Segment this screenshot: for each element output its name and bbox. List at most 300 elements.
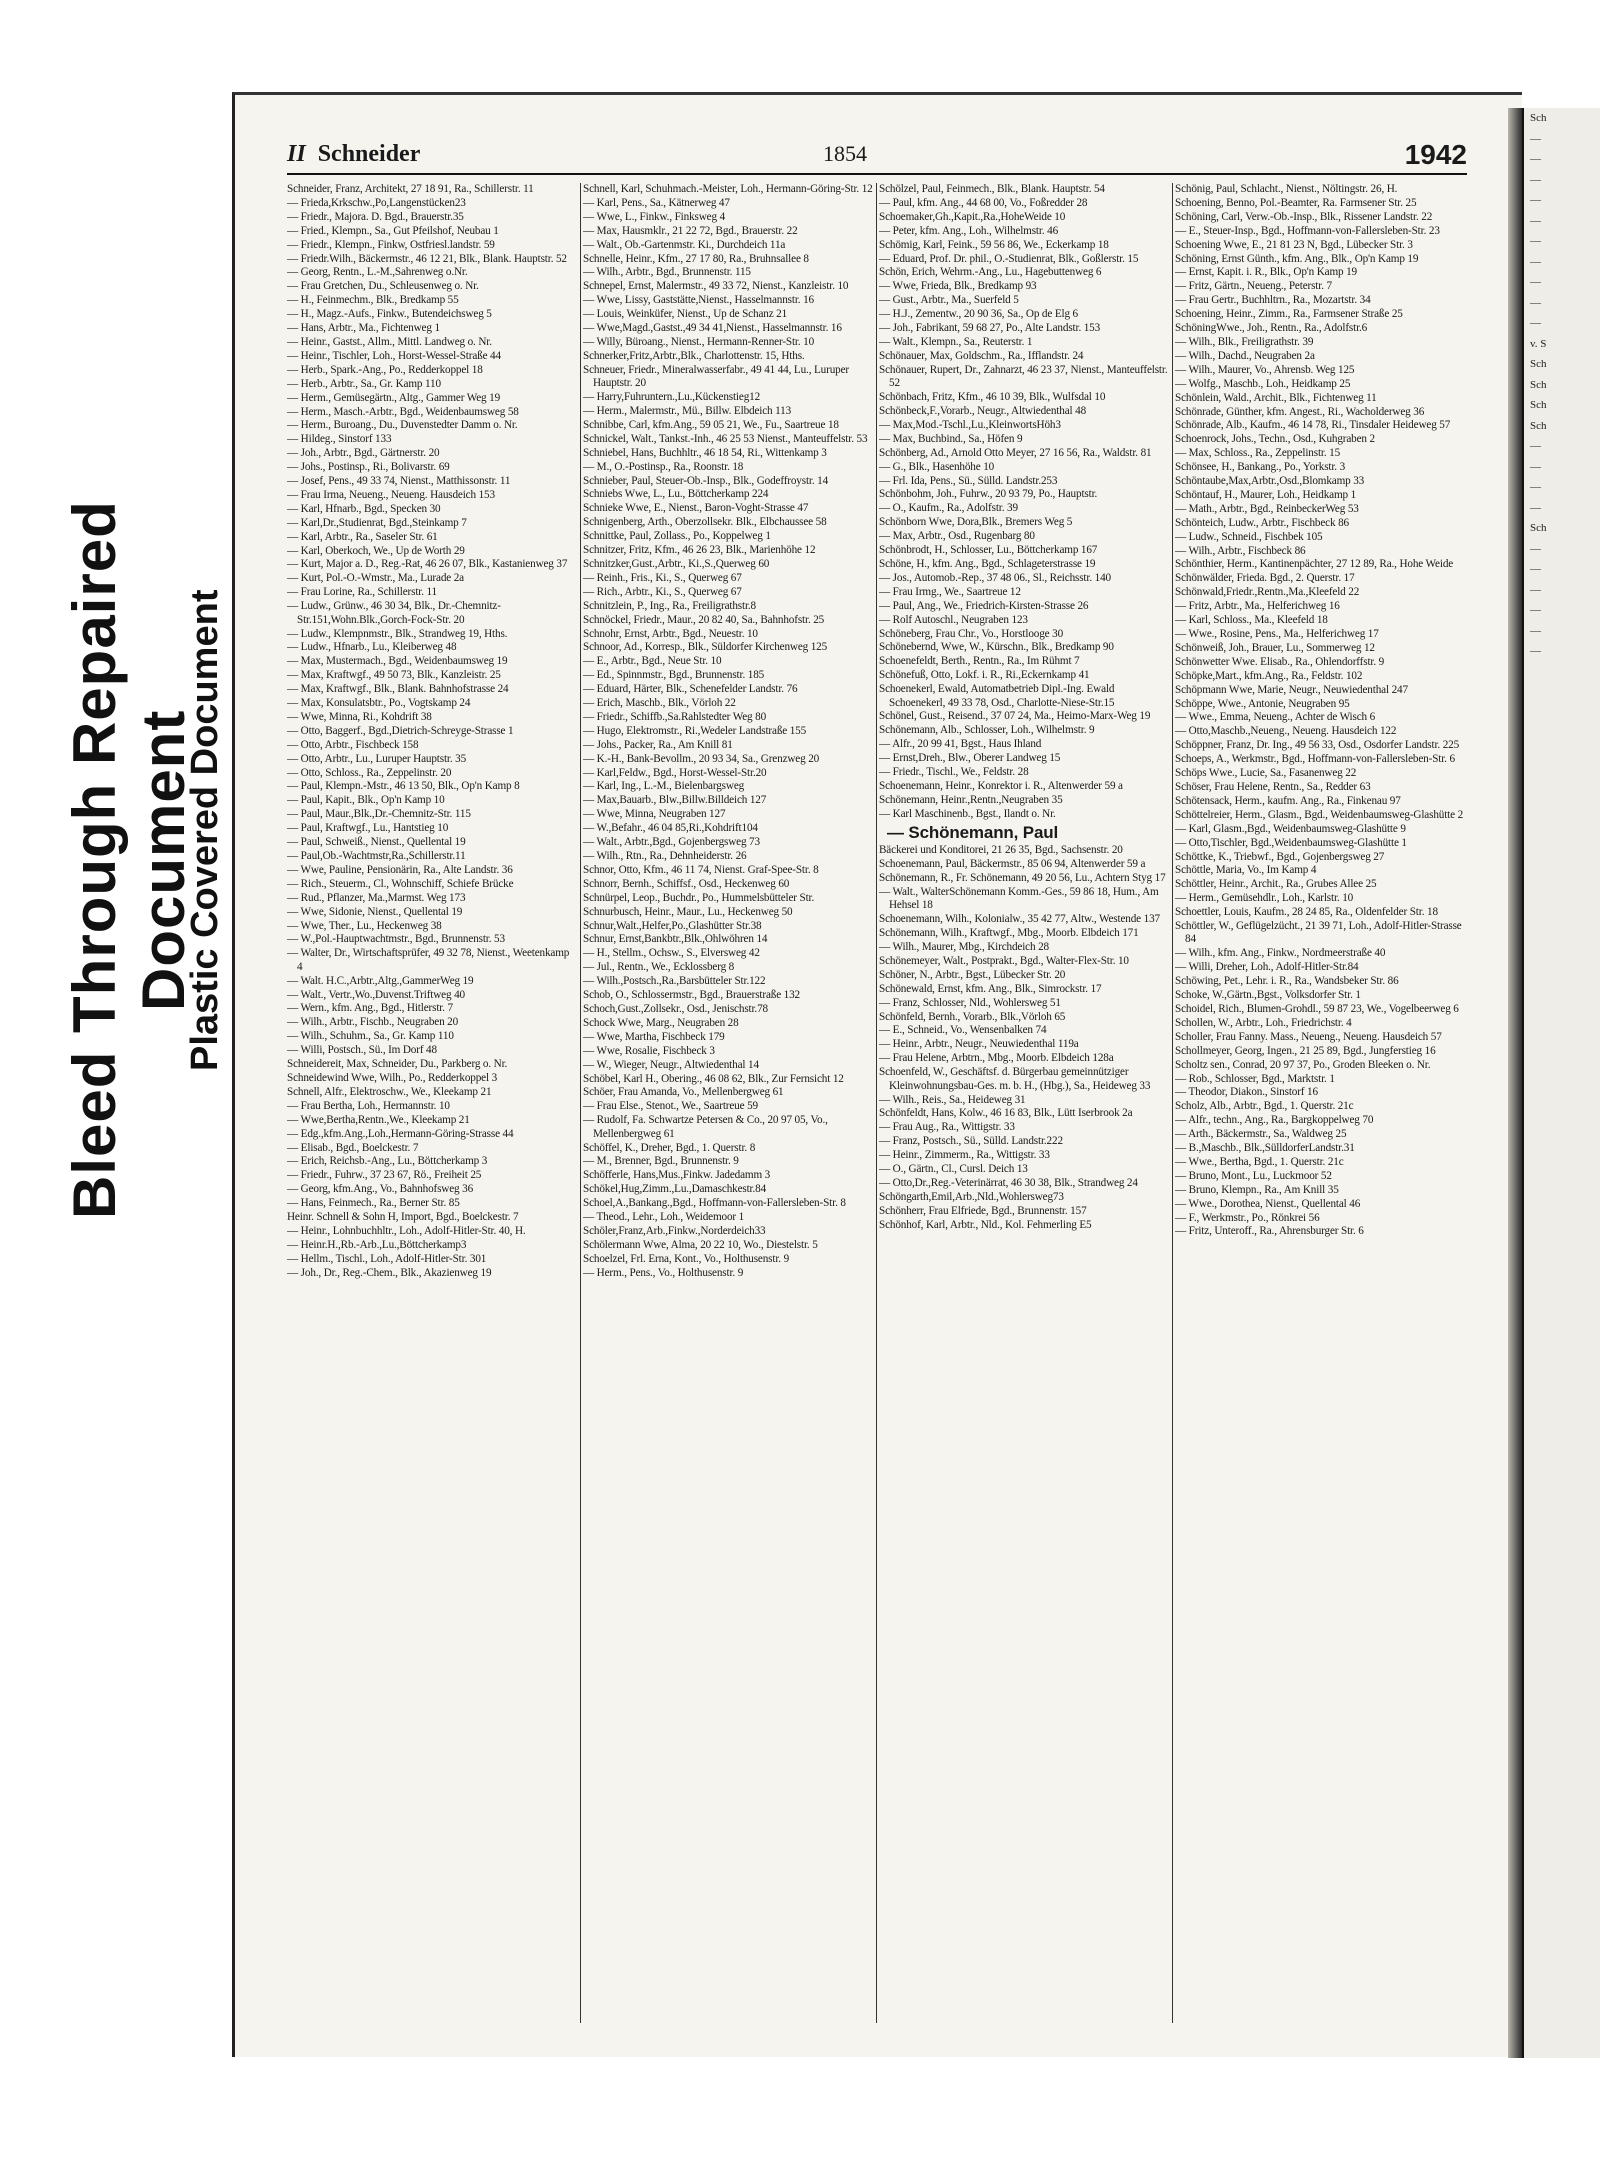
directory-entry: Schönemann, Heinr.,Rentn.,Neugraben 35 xyxy=(879,793,1063,806)
directory-entry: — F., Werkmstr., Po., Rönkrei 56 xyxy=(1175,1211,1320,1224)
directory-entry: Schöttle, Maria, Vo., Im Kamp 4 xyxy=(1175,864,1317,877)
directory-entry: — Otto, Arbtr., Fischbeck 158 xyxy=(287,738,419,751)
directory-entry: — Frau Aug., Ra., Wittigstr. 33 xyxy=(879,1121,1015,1134)
directory-entry: — Wwe, L., Finkw., Finksweg 4 xyxy=(583,210,726,223)
directory-entry: Schöneberg, Frau Chr., Vo., Horstlooge 30 xyxy=(879,627,1064,640)
directory-entry: — Walt., Ob.-Gartenmstr. Ki., Durchdeich 11a xyxy=(583,238,786,251)
directory-entry: Schölermann Wwe, Alma, 20 22 10, Wo., Diestelstr. 5 xyxy=(583,1238,818,1251)
directory-entry: — Franz, Postsch., Sü., Sülld. Landstr.222 xyxy=(879,1135,1063,1148)
directory-entry: — Erich, Reichsb.-Ang., Lu., Böttcherkamp 3 xyxy=(287,1155,488,1168)
adjacent-page-fragment: — xyxy=(1530,645,1541,657)
directory-entry: Schönemeyer, Walt., Postprakt., Bgd., Walter-Flex-Str. 10 xyxy=(879,954,1129,967)
directory-entry: — Walt., Arbtr.,Bgd., Gojenbergsweg 73 xyxy=(583,836,760,849)
directory-entry: Schoke, W.,Gärtn.,Bgst., Volksdorfer Str. 1 xyxy=(1175,989,1361,1002)
directory-entry: — Walt., Vertr.,Wo.,Duvenst.Triftweg 40 xyxy=(287,988,465,1001)
directory-entry: — W., Wieger, Neugr., Altwiedenthal 14 xyxy=(583,1058,759,1071)
directory-entry: Schnieke Wwe, E., Nienst., Baron-Voght-Strasse 47 xyxy=(583,502,809,515)
directory-entry: Schnoor, Ad., Korresp., Blk., Süldorfer Kirchenweg 125 xyxy=(583,641,828,654)
directory-entry: Schnurbusch, Heinr., Maur., Lu., Heckenweg 50 xyxy=(583,905,793,918)
directory-entry: Scholler, Frau Fanny. Mass., Neueng., Neueng. Hausdeich 57 xyxy=(1175,1030,1442,1043)
directory-entry: — Rud., Pflanzer, Ma.,Marmst. Weg 173 xyxy=(287,891,466,904)
directory-entry: — Heinr., Arbtr., Neugr., Neuwiedenthal 119a xyxy=(879,1038,1079,1051)
directory-entry: Schoch,Gust.,Zollsekr., Osd., Jenischstr.78 xyxy=(583,1002,768,1015)
directory-entry: — Louis, Weinküfer, Nienst., Up de Schanz 21 xyxy=(583,308,788,321)
directory-entry: — Ludw., Hfnarb., Lu., Kleiberweg 48 xyxy=(287,641,457,654)
directory-entry: — Frau Gretchen, Du., Schleusenweg o. Nr. xyxy=(287,280,479,293)
directory-entry: — Wwe, Minna, Ri., Kohdrift 38 xyxy=(287,710,432,723)
directory-entry: — Hans, Feinmech., Ra., Berner Str. 85 xyxy=(287,1197,460,1210)
directory-entry: — Wwe., Emma, Neueng., Achter de Wisch 6 xyxy=(1175,711,1376,724)
directory-entry: Schöpmann Wwe, Marie, Neugr., Neuwiedenthal 247 xyxy=(1175,683,1408,696)
directory-entry: — Georg, kfm.Ang., Vo., Bahnhofsweg 36 xyxy=(287,1183,474,1196)
directory-entry: Schönwälder, Frieda. Bgd., 2. Querstr. 17 xyxy=(1175,572,1355,585)
directory-entry: — Willy, Büroang., Nienst., Hermann-Renner-Str. 10 xyxy=(583,335,815,348)
directory-entry: — Karl, Pens., Sa., Kätnerweg 47 xyxy=(583,196,730,209)
directory-entry: Schönlein, Wald., Archit., Blk., Fichtenweg 11 xyxy=(1175,391,1377,404)
adjacent-page-fragment: Sch xyxy=(1530,419,1547,432)
directory-entry: — Friedr., Majora. D. Bgd., Brauerstr.35 xyxy=(287,210,464,223)
directory-entry: — Frau Bertha, Loh., Hermannstr. 10 xyxy=(287,1099,450,1112)
directory-entry: — Frau Irmg., We., Saartreue 12 xyxy=(879,585,1021,598)
directory-entry: Schöwing, Pet., Lehr. i. R., Ra., Wandsbeker Str. 86 xyxy=(1175,975,1399,988)
directory-entry: — Kurt, Pol.-O.-Wmstr., Ma., Lurade 2a xyxy=(287,572,464,585)
directory-entry: — Karl Maschinenb., Bgst., Ilandt o. Nr. xyxy=(879,807,1056,820)
directory-entry: Schoenemann, Paul, Bäckermstr., 85 06 94, Altenwerder 59 a xyxy=(879,858,1146,871)
directory-entry: Schnieber, Paul, Steuer-Ob.-Insp., Blk., Godeffroystr. 14 xyxy=(583,474,829,487)
adjacent-page-fragment: Sch xyxy=(1530,112,1547,124)
directory-entry: — Fritz, Gärtn., Neueng., Peterstr. 7 xyxy=(1175,280,1332,293)
adjacent-page-fragment: — xyxy=(1530,317,1541,329)
directory-entry: — Josef, Pens., 49 33 74, Nienst., Matthissonstr. 11 xyxy=(287,475,511,488)
directory-entry: Schnittke, Paul, Zollass., Po., Koppelweg 1 xyxy=(583,530,771,543)
directory-entry: — Edg.,kfm.Ang.,Loh.,Hermann-Göring-Strasse 44 xyxy=(287,1127,514,1140)
adjacent-page-fragment: — xyxy=(1530,440,1541,452)
adjacent-page-fragment: Sch xyxy=(1530,358,1547,370)
header-title: Schneider xyxy=(317,141,421,167)
directory-entry: — Herm., Gemüsehdlr., Loh., Karlstr. 10 xyxy=(1175,892,1354,905)
directory-entry: Schöning, Ernst Günth., kfm. Ang., Blk., Op'n Kamp 19 xyxy=(1175,252,1419,265)
directory-entry: — Wwe., Dorothea, Nienst., Quellental 46 xyxy=(1175,1197,1361,1210)
directory-entry: — Rob., Schlosser, Bgd., Marktstr. 1 xyxy=(1175,1072,1335,1085)
directory-entry: — Ernst,Dreh., Blw., Oberer Landweg 15 xyxy=(879,752,1061,765)
directory-entry: Schoenemann, Wilh., Kolonialw., 35 42 77, Altw., Westende 137 xyxy=(879,913,1160,926)
page-header xyxy=(287,139,1467,175)
directory-entry: — Joh., Fabrikant, 59 68 27, Po., Alte Landstr. 153 xyxy=(879,322,1101,335)
directory-entry: Schnürpel, Leop., Buchdr., Po., Hummelsbütteler Str. xyxy=(583,891,815,904)
directory-entry: — W.,Pol.-Hauptwachtmstr., Bgd., Brunnenstr. 53 xyxy=(287,933,505,946)
directory-entry: Schnerker,Fritz,Arbtr.,Blk., Charlottenstr. 15, Hths. xyxy=(583,349,805,362)
directory-entry: — Max, Mustermach., Bgd., Weidenbaumsweg 19 xyxy=(287,655,508,668)
directory-entry: — Wilh., Dachd., Neugraben 2a xyxy=(1175,349,1315,362)
directory-entry: Bäckerei und Konditorei, 21 26 35, Bgd., Sachsenstr. 20 xyxy=(879,844,1123,857)
column-2 xyxy=(583,183,873,2023)
directory-entry: Schneidewind Wwe, Wilh., Po., Redderkoppel 3 xyxy=(287,1072,498,1084)
column-1 xyxy=(287,183,577,2023)
directory-entry: Schöne, H., kfm. Ang., Bgd., Schlageterstrasse 19 xyxy=(879,557,1096,570)
directory-entry: Schönherr, Frau Elfriede, Bgd., Brunnenstr. 157 xyxy=(879,1204,1087,1217)
directory-entry: — O., Kaufm., Ra., Adolfstr. 39 xyxy=(879,502,1018,515)
directory-entry: — Otto, Arbtr., Lu., Luruper Hauptstr. 35 xyxy=(287,752,467,765)
directory-entry: Schönfeld, Bernh., Vorarb., Blk.,Vörloh 65 xyxy=(879,1010,1066,1023)
directory-entry: — Hellm., Tischl., Loh., Adolf-Hitler-Str. 301 xyxy=(287,1252,487,1265)
directory-entry: — Paul,Ob.-Wachtmstr,Ra.,Schillerstr.11 xyxy=(287,850,466,862)
directory-entry: — Wwe, Sidonie, Nienst., Quellental 19 xyxy=(287,905,463,918)
directory-entry: — Otto, Baggerf., Bgd.,Dietrich-Schreyge-Strasse 1 xyxy=(287,724,514,737)
directory-entry: Schoenrock, Johs., Techn., Osd., Kuhgraben 2 xyxy=(1175,433,1375,446)
directory-entry: Schöntauf, H., Maurer, Loh., Heidkamp 1 xyxy=(1175,488,1357,501)
directory-entry: Schönfeldt, Hans, Kolw., 46 16 83, Blk., Lütt Iserbrook 2a xyxy=(879,1107,1133,1120)
directory-entry: — Paul, Klempn.-Mstr., 46 13 50, Blk., Op'n Kamp 8 xyxy=(287,780,520,793)
directory-entry: Schönwald,Friedr.,Rentn.,Ma.,Kleefeld 22 xyxy=(1175,586,1360,599)
adjacent-page-fragment: — xyxy=(1530,604,1541,616)
directory-entry: Schökel,Hug,Zimm.,Lu.,Damaschkestr.84 xyxy=(583,1183,767,1196)
directory-entry: — H., Stellm., Ochsw., S., Elversweg 42 xyxy=(583,947,760,960)
directory-entry: Schoening Wwe, E., 21 81 23 N, Bgd., Lübecker Str. 3 xyxy=(1175,238,1413,251)
directory-entry: Schoel,A.,Bankang.,Bgd., Hoffmann-von-Fallersleben-Str. 8 xyxy=(583,1197,846,1210)
directory-entry: Schönborn Wwe, Dora,Blk., Bremers Weg 5 xyxy=(879,516,1073,529)
directory-entry: Schönel, Gust., Reisend., 37 07 24, Ma., Heimo-Marx-Weg 19 xyxy=(879,710,1151,723)
directory-entry: Schoelzel, Frl. Erna, Kont., Vo., Holthusenstr. 9 xyxy=(583,1252,790,1265)
directory-entry: — Paul, kfm. Ang., 44 68 00, Vo., Foßredder 28 xyxy=(879,196,1088,209)
directory-entry: Schöttler, Heinr., Archit., Ra., Grubes Allee 25 xyxy=(1175,878,1377,891)
directory-entry: Schölzel, Paul, Feinmech., Blk., Blank. Hauptstr. 54 xyxy=(879,183,1105,195)
directory-entry: Scholtz sen., Conrad, 20 97 37, Po., Groden Bleeken o. Nr. xyxy=(1175,1058,1431,1071)
directory-entry: — Elisab., Bgd., Boelckestr. 7 xyxy=(287,1141,419,1154)
directory-entry: — Theod., Lehr., Loh., Weidemoor 1 xyxy=(583,1211,745,1224)
directory-entry: Schoenekerl, Ewald, Automatbetrieb Dipl.-Ing. Ewald Schoenekerl, 49 33 78, Osd., Charlotte-Niese-Str.15 xyxy=(879,683,1115,709)
adjacent-page-fragment: — xyxy=(1530,235,1541,247)
directory-entry: Schöning, Carl, Verw.-Ob.-Insp., Blk., Rissener Landstr. 22 xyxy=(1175,210,1433,223)
directory-entry: — Ludw., Grünw., 46 30 34, Blk., Dr.-Chemnitz-Str.151,Wohn.Blk.,Gorch-Fock-Str. 20 xyxy=(287,600,501,626)
directory-entry: — Wwe, Minna, Neugraben 127 xyxy=(583,808,726,821)
adjacent-page-fragment: Sch xyxy=(1530,378,1547,391)
directory-entry: — Wilh.,Postsch.,Ra.,Barsbütteler Str.122 xyxy=(583,975,766,988)
directory-entry: — Gust., Arbtr., Ma., Suerfeld 5 xyxy=(879,294,1019,307)
directory-entry: — Frau Else., Stenot., We., Saartreue 59 xyxy=(583,1100,758,1113)
directory-entry: — Eduard, Prof. Dr. phil., O.-Studienrat, Blk., Goßlerstr. 15 xyxy=(879,252,1139,265)
directory-entry: — Max, Konsulatsbtr., Po., Vogtskamp 24 xyxy=(287,697,471,710)
directory-entry: — Otto,Maschb.,Neueng., Neueng. Hausdeich 122 xyxy=(1175,725,1397,738)
directory-entry: Schöttelreier, Herm., Glasm., Bgd., Weidenbaumsweg-Glashütte 2 xyxy=(1175,808,1464,821)
directory-entry: — Otto,Dr.,Reg.-Veterinärrat, 46 30 38, Blk., Strandweg 24 xyxy=(879,1176,1138,1189)
directory-entry: — Frau Lorine, Ra., Schillerstr. 11 xyxy=(287,586,438,599)
directory-entry: Schönemann, Alb., Schlosser, Loh., Wilhelmstr. 9 xyxy=(879,724,1095,737)
directory-entry: Schnur, Ernst,Bankbtr.,Blk.,Ohlwöhren 14 xyxy=(583,933,768,946)
directory-entry: — Jos., Automob.-Rep., 37 48 06., Sl., Reichsstr. 140 xyxy=(879,571,1111,584)
directory-entry: — Max, Schloss., Ra., Zeppelinstr. 15 xyxy=(1175,447,1341,460)
directory-entry: Schnigenberg, Arth., Oberzollsekr. Blk., Elbchaussee 58 xyxy=(583,516,827,529)
directory-entry: — Walt., WalterSchönemann Komm.-Ges., 59 86 18, Hum., Am Hehsel 18 xyxy=(879,885,1159,912)
directory-entry: Schönefuß, Otto, Lokf. i. R., Ri.,Eckernkamp 41 xyxy=(879,669,1090,682)
adjacent-page-fragment: — xyxy=(1530,194,1541,206)
directory-entry: — Jul., Rentn., We., Ecklossberg 8 xyxy=(583,961,735,974)
directory-entry: — Alfr., 20 99 41, Bgst., Haus Ihland xyxy=(879,738,1042,751)
directory-entry: — Wilh., Schuhm., Sa., Gr. Kamp 110 xyxy=(287,1030,454,1043)
directory-entry: — Wilh., Arbtr., Fischb., Neugraben 20 xyxy=(287,1016,459,1029)
directory-entry: — Herb., Arbtr., Sa., Gr. Kamp 110 xyxy=(287,377,441,390)
directory-entry: — Rolf Autoschl., Neugraben 123 xyxy=(879,613,1028,626)
directory-columns xyxy=(287,183,1467,2023)
directory-entry: — Theodor, Diakon., Sinstorf 16 xyxy=(1175,1086,1318,1099)
directory-entry: — Willi, Dreher, Loh., Adolf-Hitler-Str.84 xyxy=(1175,961,1359,974)
directory-entry: — Wilh., Blk., Freiligrathstr. 39 xyxy=(1175,335,1314,348)
directory-entry: — H.J., Zementw., 20 90 36, Sa., Op de Elg 6 xyxy=(879,308,1078,321)
directory-entry: — Paul, Kapit., Blk., Op'n Kamp 10 xyxy=(287,794,445,807)
directory-entry: — Karl, Ing., L.-M., Bielenbargsweg xyxy=(583,780,745,793)
directory-entry: Schönbeck,F.,Vorarb., Neugr., Altwiedenthal 48 xyxy=(879,405,1087,417)
directory-entry: Schönbohm, Joh., Fuhrw., 20 93 79, Po., Hauptstr. xyxy=(879,488,1098,501)
stamp-bleed-through-label: Bleed Through Repaired Document xyxy=(61,500,197,1220)
adjacent-page-fragment: — xyxy=(1530,153,1541,165)
adjacent-page-fragment: — xyxy=(1530,255,1541,268)
directory-entry: — Wilh., kfm. Ang., Finkw., Nordmeerstraße 40 xyxy=(1175,947,1386,960)
directory-entry: — Wolfg., Maschb., Loh., Heidkamp 25 xyxy=(1175,377,1351,390)
directory-entry: — G., Blk., Hasenhöhe 10 xyxy=(879,460,995,473)
directory-entry: Schollen, W., Arbtr., Loh., Friedrichstr. 4 xyxy=(1175,1016,1352,1029)
directory-entry: Schnickel, Walt., Tankst.-Inh., 46 25 53 Nienst., Manteuffelstr. 53 xyxy=(583,432,868,445)
directory-entry: — Heinr., Zimmerm., Ra., Wittigstr. 33 xyxy=(879,1149,1050,1162)
adjacent-page-fragment: — xyxy=(1530,173,1541,186)
directory-entry: — Rudolf, Fa. Schwartze Petersen & Co., 20 97 05, Vo., Mellenbergweg 61 xyxy=(583,1114,828,1140)
directory-entry: Schönbrodt, H., Schlosser, Lu., Böttcherkamp 167 xyxy=(879,544,1098,557)
directory-entry: — Fritz, Arbtr., Ma., Helferichweg 16 xyxy=(1175,600,1340,613)
directory-entry: Schnitzlein, P., Ing., Ra., Freiligrathstr.8 xyxy=(583,599,757,612)
directory-entry: — Walter, Dr., Wirtschaftsprüfer, 49 32 78, Nienst., Weetenkamp 4 xyxy=(287,947,570,973)
directory-entry: — B.,Maschb., Blk.,SülldorferLandstr.31 xyxy=(1175,1142,1355,1155)
directory-entry: — Herb., Spark.-Ang., Po., Redderkoppel 18 xyxy=(287,363,483,376)
directory-entry: — Heinr.H.,Rb.-Arb.,Lu.,Böttcherkamp3 xyxy=(287,1238,467,1251)
adjacent-page-fragment: v. S xyxy=(1530,337,1547,350)
directory-entry: Schömig, Karl, Feink., 59 56 86, We., Eckerkamp 18 xyxy=(879,238,1109,251)
directory-entry: — Paul, Ang., We., Friedrich-Kirsten-Strasse 26 xyxy=(879,599,1089,612)
directory-entry: SchöningWwe., Joh., Rentn., Ra., Adolfstr.6 xyxy=(1175,322,1368,335)
directory-entry: — Max, Arbtr., Osd., Rugenbarg 80 xyxy=(879,530,1035,543)
adjacent-page-fragment: — xyxy=(1530,624,1541,637)
directory-entry: — Heinr., Gastst., Allm., Mittl. Landweg o. Nr. xyxy=(287,335,492,348)
directory-page xyxy=(232,92,1522,2057)
directory-entry: — Wwe, Lissy, Gaststätte,Nienst., Hasselmannstr. 16 xyxy=(583,294,814,307)
directory-entry: — Ludw., Schneid., Fischbek 105 xyxy=(1175,530,1323,543)
directory-entry: — Hugo, Elektromstr., Ri.,Wedeler Landstraße 155 xyxy=(583,724,807,737)
adjacent-page-fragment: — xyxy=(1530,481,1541,493)
directory-entry: Schönauer, Max, Goldschm., Ra., Ifflandstr. 24 xyxy=(879,349,1084,362)
directory-entry: — E., Arbtr., Bgd., Neue Str. 10 xyxy=(583,655,722,668)
directory-entry: Schöntaube,Max,Arbtr.,Osd.,Blomkamp 33 xyxy=(1175,475,1365,488)
directory-entry: Schnitzer, Fritz, Kfm., 46 26 23, Blk., Marienhöhe 12 xyxy=(583,544,816,557)
directory-entry: — Paul, Schweiß., Nienst., Quellental 19 xyxy=(287,836,466,849)
directory-entry: Schneider, Franz, Architekt, 27 18 91, Ra., Schillerstr. 11 xyxy=(287,183,534,195)
directory-entry: — Wilh., Arbtr., Fischbeck 86 xyxy=(1175,544,1306,557)
directory-entry: — Wwe, Rosalie, Fischbeck 3 xyxy=(583,1044,715,1057)
directory-entry: Schöner, N., Arbtr., Bgst., Lübecker Str. 20 xyxy=(879,968,1066,981)
adjacent-page-fragment: — xyxy=(1530,583,1541,596)
directory-entry: Schönhof, Karl, Arbtr., Nld., Kol. Fehmerling E5 xyxy=(879,1218,1092,1231)
directory-entry: — Paul, Maur.,Blk.,Dr.-Chemnitz-Str. 115 xyxy=(287,808,471,821)
directory-entry: — Max,Bauarb., Blw.,Billw.Billdeich 127 xyxy=(583,794,767,807)
directory-entry: — Wwe., Bertha, Bgd., 1. Querstr. 21c xyxy=(1175,1155,1344,1168)
directory-entry: — Reinh., Fris., Ki., S., Querweg 67 xyxy=(583,571,742,584)
directory-entry: — Herm., Malermstr., Mü., Billw. Elbdeich 113 xyxy=(583,405,792,417)
directory-entry: Heinr. Schnell & Sohn H, Import, Bgd., Boelckestr. 7 xyxy=(287,1211,519,1224)
adjacent-page-fragment: — xyxy=(1530,542,1541,555)
directory-entry: Schnitzker,Gust.,Arbtr., Ki.,S.,Querweg 60 xyxy=(583,557,770,570)
adjacent-page-fragment: — xyxy=(1530,563,1541,575)
directory-entry: — Wwe, Ther., Lu., Heckenweg 38 xyxy=(287,919,442,932)
directory-entry: — Frl. Ida, Pens., Sü., Sülld. Landstr.253 xyxy=(879,474,1058,487)
directory-entry: — Wilh., Reis., Sa., Heideweg 31 xyxy=(879,1093,1026,1106)
directory-entry: Schneidereit, Max, Schneider, Du., Parkberg o. Nr. xyxy=(287,1058,508,1071)
adjacent-page-fragment: — xyxy=(1530,132,1541,145)
column-3 xyxy=(879,183,1169,2023)
directory-entry: — Friedr., Schiffb.,Sa.Rahlstedter Weg 80 xyxy=(583,710,767,723)
directory-entry: — Ludw., Klempnmstr., Blk., Strandweg 19, Hths. xyxy=(287,627,508,640)
directory-entry: Schönemann, Wilh., Kraftwgf., Mbg., Moorb. Elbdeich 171 xyxy=(879,927,1139,940)
directory-entry: — W.,Befahr., 46 04 85,Ri.,Kohdrift104 xyxy=(583,822,758,835)
directory-entry: — Heinr., Tischler, Loh., Horst-Wessel-Straße 44 xyxy=(287,349,501,362)
directory-entry: Schötensack, Herm., kaufm. Ang., Ra., Finkenau 97 xyxy=(1175,794,1401,807)
directory-entry: — Karl, Glasm.,Bgd., Weidenbaumsweg-Glashütte 9 xyxy=(1175,822,1406,835)
directory-entry: Schöffel, K., Dreher, Bgd., 1. Querstr. 8 xyxy=(583,1141,756,1154)
directory-entry: — Wwe, Martha, Fischbeck 179 xyxy=(583,1030,725,1043)
directory-entry: Schneuer, Friedr., Mineralwasserfabr., 49 41 44, Lu., Luruper Hauptstr. 20 xyxy=(583,363,849,390)
directory-entry: Schöpke,Mart., kfm.Ang., Ra., Feldstr. 102 xyxy=(1175,669,1363,682)
directory-entry: — Bruno, Klempn., Ra., Am Knill 35 xyxy=(1175,1183,1339,1196)
directory-entry: Schöttke, K., Triebwf., Bgd., Gojenbergsweg 27 xyxy=(1175,850,1385,863)
adjacent-page-fragment: — xyxy=(1530,214,1541,227)
directory-entry: — Herm., Buroang., Du., Duvenstedter Damm o. Nr. xyxy=(287,419,518,432)
directory-entry: — Wwe, Pauline, Pensionärin, Ra., Alte Landstr. 36 xyxy=(287,863,513,876)
directory-entry: — Harry,Fuhruntern.,Lu.,Kückenstieg12 xyxy=(583,391,761,404)
directory-entry: — E., Schneid., Vo., Wensenbalken 74 xyxy=(879,1024,1047,1037)
directory-entry: — Ernst, Kapit. i. R., Blk., Op'n Kamp 19 xyxy=(1175,266,1358,279)
directory-entry: Schöler,Franz,Arb.,Finkw.,Norderdeich33 xyxy=(583,1224,766,1237)
directory-entry: Schöppner, Franz, Dr. Ing., 49 56 33, Osd., Osdorfer Landstr. 225 xyxy=(1175,739,1460,752)
directory-entry: Schoeps, A., Werkmstr., Bgd., Hoffmann-von-Fallersleben-Str. 6 xyxy=(1175,753,1455,766)
directory-entry: — Erich, Maschb., Blk., Vörloh 22 xyxy=(583,697,736,710)
directory-entry: — Peter, kfm. Ang., Loh., Wilhelmstr. 46 xyxy=(879,224,1059,237)
directory-entry: Schoettler, Louis, Kaufm., 28 24 85, Ra., Oldenfelder Str. 18 xyxy=(1175,906,1438,919)
directory-entry: Schniebel, Hans, Buchhltr., 46 18 54, Ri., Wittenkamp 3 xyxy=(583,446,827,459)
directory-entry: — Heinr., Lohnbuchhltr., Loh., Adolf-Hitler-Str. 40, H. xyxy=(287,1224,526,1237)
directory-entry: Schöps Wwe., Lucie, Sa., Fasanenweg 22 xyxy=(1175,767,1357,780)
directory-entry: Schönbach, Fritz, Kfm., 46 10 39, Blk., Wulfsdal 10 xyxy=(879,391,1106,404)
directory-entry: — Karl,Feldw., Bgd., Horst-Wessel-Str.20 xyxy=(583,766,767,779)
header-roman-numeral: II xyxy=(287,141,306,167)
directory-entry: — Wwe,Bertha,Rentn.,We., Kleekamp 21 xyxy=(287,1113,470,1126)
directory-entry: — Wilh., Rtn., Ra., Dehnheiderstr. 26 xyxy=(583,850,747,862)
directory-entry: Schönthier, Herm., Kantinenpächter, 27 12 89, Ra., Hohe Weide xyxy=(1175,558,1454,571)
header-surname xyxy=(287,141,420,168)
directory-entry: — Walt. H.C.,Arbtr.,Altg.,GammerWeg 19 xyxy=(287,974,474,987)
directory-entry: Schönteich, Ludw., Arbtr., Fischbeck 86 xyxy=(1175,516,1349,529)
column-divider xyxy=(580,183,581,2023)
directory-entry: — Franz, Schlosser, Nld., Wohlersweg 51 xyxy=(879,996,1061,1009)
directory-entry: — Frau Irma, Neueng., Neueng. Hausdeich 153 xyxy=(287,488,495,501)
directory-entry: Schniebs Wwe, L., Lu., Böttcherkamp 224 xyxy=(583,488,769,501)
directory-entry: — Herm., Pens., Vo., Holthusenstr. 9 xyxy=(583,1266,744,1279)
directory-entry: — Max, Kraftwgf., 49 50 73, Blk., Kanzleistr. 25 xyxy=(287,669,501,682)
directory-entry: — Karl, Oberkoch, We., Up de Worth 29 xyxy=(287,544,465,557)
directory-entry: — Walt., Klempn., Sa., Reuterstr. 1 xyxy=(879,335,1033,348)
directory-entry: — Otto,Tischler, Bgd.,Weidenbaumsweg-Glashütte 1 xyxy=(1175,836,1407,849)
directory-entry: — Georg, Rentn., L.-M.,Sahrenweg o.Nr. xyxy=(287,266,468,279)
directory-entry: — E., Steuer-Insp., Bgd., Hoffmann-von-Fallersleben-Str. 23 xyxy=(1175,224,1440,237)
column-divider xyxy=(1172,183,1173,2023)
directory-entry: Schönberg, Ad., Arnold Otto Meyer, 27 16 56, Ra., Waldstr. 81 xyxy=(879,446,1152,459)
adjacent-page-fragment: — xyxy=(1530,296,1541,309)
directory-entry: — Arth., Bäckermstr., Sa., Waldweg 25 xyxy=(1175,1128,1347,1141)
directory-entry: — Wwe, Frieda, Blk., Bredkamp 93 xyxy=(879,280,1037,293)
directory-entry: Schönwetter Wwe. Elisab., Ra., Ohlendorffstr. 9 xyxy=(1175,655,1385,668)
adjacent-page-fragment: — xyxy=(1530,460,1541,473)
directory-entry: — M., O.-Postinsp., Ra., Roonstr. 18 xyxy=(583,460,744,473)
directory-entry: Schoenefeldt, Berth., Rentn., Ra., Im Rühmt 7 xyxy=(879,655,1080,668)
directory-entry: Schönauer, Rupert, Dr., Zahnarzt, 46 23 37, Nienst., Manteuffelstr. 52 xyxy=(879,363,1168,390)
directory-entry: — Fritz, Unteroff., Ra., Ahrensburger Str. 6 xyxy=(1175,1225,1364,1238)
adjacent-page-fragment: Sch xyxy=(1530,399,1547,411)
directory-entry: — Frau Gertr., Buchhltrn., Ra., Mozartstr. 34 xyxy=(1175,294,1371,307)
directory-entry: — Herm., Masch.-Arbtr., Bgd., Weidenbaumsweg 58 xyxy=(287,405,519,418)
directory-entry: Schnibbe, Carl, kfm.Ang., 59 05 21, We., Fu., Saartreue 18 xyxy=(583,418,839,431)
directory-entry: — Karl,Dr.,Studienrat, Bgd.,Steinkamp 7 xyxy=(287,516,467,529)
adjacent-page-fragment: Sch xyxy=(1530,522,1547,534)
directory-entry: — O., Gärtn., Cl., Cursl. Deich 13 xyxy=(879,1163,1028,1176)
directory-entry: Schoidel, Rich., Blumen-Grohdl., 59 87 23, We., Vogelbeerweg 6 xyxy=(1175,1002,1459,1015)
directory-entry: Schnohr, Ernst, Arbtr., Bgd., Neuestr. 10 xyxy=(583,627,758,640)
directory-entry: Schnorr, Bernh., Schiffsf., Osd., Heckenweg 60 xyxy=(583,877,790,890)
directory-entry: — Karl, Arbtr., Ra., Saseler Str. 61 xyxy=(287,530,438,543)
directory-entry: — K.-H., Bank-Bevollm., 20 93 34, Sa., Grenzweg 20 xyxy=(583,752,820,765)
header-year: 1854 xyxy=(823,141,867,166)
directory-entry: — Friedr., Klempn., Finkw, Ostfriesl.landstr. 59 xyxy=(287,238,495,251)
directory-entry: Schoenfeld, W., Geschäftsf. d. Bürgerbau gemeinnütziger Kleinwohnungsbau-Ges. m. b. H., (Hbg.), Sa., Heideweg 33 xyxy=(879,1066,1151,1092)
directory-entry: Schöbel, Karl H., Obering., 46 08 62, Blk., Zur Fernsicht 12 xyxy=(583,1072,844,1085)
directory-entry: Scholz, Alb., Arbtr., Bgd., 1. Querstr. 21c xyxy=(1175,1100,1354,1113)
directory-entry: — Friedr., Fuhrw., 37 23 67, Rö., Freiheit 25 xyxy=(287,1169,482,1182)
directory-entry: — Karl, Hfnarb., Bgd., Specken 30 xyxy=(287,502,441,515)
directory-entry: — Rich., Steuerm., Cl., Wohnschiff, Schiefe Brücke xyxy=(287,877,514,890)
directory-entry: Schöser, Frau Helene, Rentn., Sa., Redder 63 xyxy=(1175,780,1371,793)
directory-entry: — Otto, Schloss., Ra., Zeppelinstr. 20 xyxy=(287,766,452,779)
directory-entry: — Max, Kraftwgf., Blk., Blank. Bahnhofstrasse 24 xyxy=(287,683,509,696)
directory-entry: Schönig, Paul, Schlacht., Nienst., Nöltingstr. 26, H. xyxy=(1175,183,1398,195)
adjacent-page-fragment: — xyxy=(1530,276,1541,288)
directory-entry: Schoenemann, Heinr., Konrektor i. R., Altenwerder 59 a xyxy=(879,779,1123,792)
directory-entry: Schönemann, R., Fr. Schönemann, 49 20 56, Lu., Achtern Styg 17 xyxy=(879,872,1166,884)
directory-entry: Schönrade, Günther, kfm. Angest., Ri., Wacholderweg 36 xyxy=(1175,405,1425,418)
directory-entry: — Max,Mod.-Tschl.,Lu.,KleinwortsHöh3 xyxy=(879,418,1061,431)
directory-entry: — Max, Buchbind., Sa., Höfen 9 xyxy=(879,432,1023,445)
directory-entry: — Wwe., Rosine, Pens., Ma., Helferichweg 17 xyxy=(1175,628,1379,640)
directory-entry: — H., Feinmechm., Blk., Bredkamp 55 xyxy=(287,294,459,307)
directory-entry: — Frieda,Krkschw.,Po,Langenstücken23 xyxy=(287,196,466,209)
directory-entry: — Ed., Spinnmstr., Bgd., Brunnenstr. 185 xyxy=(583,669,765,682)
directory-entry: — Bruno, Mont., Lu., Luckmoor 52 xyxy=(1175,1169,1332,1182)
directory-entry: Schock Wwe, Marg., Neugraben 28 xyxy=(583,1016,739,1029)
directory-entry: Schoemaker,Gh.,Kapit.,Ra.,HoheWeide 10 xyxy=(879,210,1066,223)
directory-entry: Schnepel, Ernst, Malermstr., 49 33 72, Nienst., Kanzleistr. 10 xyxy=(583,280,849,293)
directory-entry: — Schönemann, Paul xyxy=(887,822,1059,842)
directory-entry: — Wilh., Maurer, Mbg., Kirchdeich 28 xyxy=(879,941,1049,954)
column-divider xyxy=(876,183,877,2023)
directory-entry: — Fried., Klempn., Sa., Gut Pfeilshof, Neubau 1 xyxy=(287,224,499,237)
directory-entry: Schnelle, Heinr., Kfm., 27 17 80, Ra., Bruhnsallee 8 xyxy=(583,252,809,265)
directory-entry: Schönweiß, Joh., Brauer, Lu., Sommerweg 12 xyxy=(1175,641,1375,654)
directory-entry: Schöttler, W., Geflügelzücht., 21 39 71, Loh., Adolf-Hitler-Strasse 84 xyxy=(1175,920,1462,946)
directory-entry: Schnell, Alfr., Elektroschw., We., Kleekamp 21 xyxy=(287,1085,492,1098)
directory-entry: — Friedr., Tischl., We., Feldstr. 28 xyxy=(879,766,1029,779)
directory-entry: Schnur,Walt.,Helfer,Po.,Glashütter Str.38 xyxy=(583,919,762,932)
